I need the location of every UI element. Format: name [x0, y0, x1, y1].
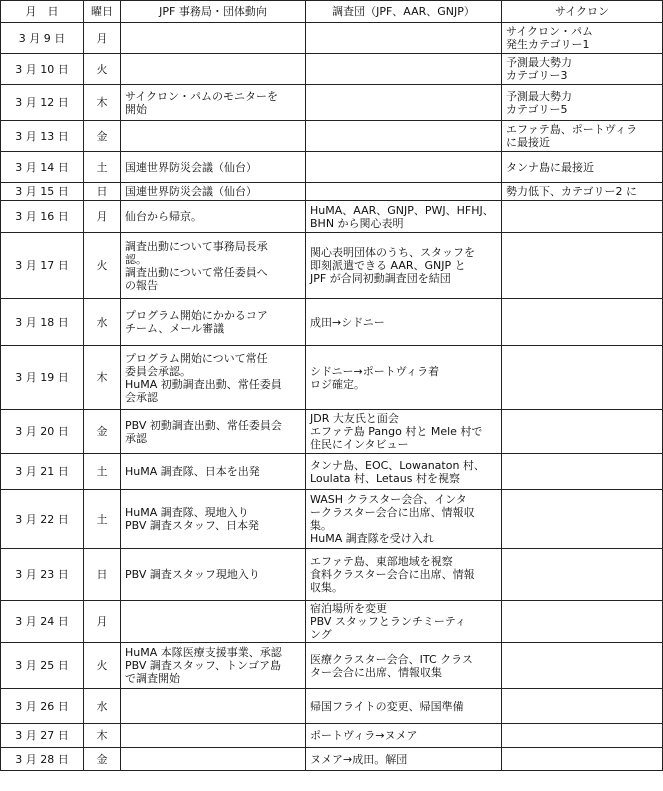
survey-team-cell-line: 収集。 [310, 581, 343, 594]
survey-team-cell-line: タンナ島、EOC、Lowanaton 村、 [310, 458, 485, 472]
jpf-cell [121, 490, 306, 549]
table-row [1, 346, 663, 410]
date-cell: 3 月 15 日 [1, 183, 84, 201]
table-row [1, 233, 663, 299]
table-row [1, 410, 663, 454]
cyclone-cell [502, 183, 663, 201]
survey-team-cell [306, 601, 502, 643]
date-cell: 3 月 22 日 [1, 490, 84, 549]
day-of-week-cell: 水 [84, 689, 121, 724]
cyclone-cell [502, 299, 663, 346]
date-cell: 3 月 19 日 [1, 346, 84, 410]
cyclone-cell [502, 85, 663, 121]
survey-team-cell-line: ポートヴィラ→ヌメア [310, 729, 418, 742]
date-cell: 3 月 18 日 [1, 299, 84, 346]
date-cell: 3 月 25 日 [1, 643, 84, 689]
table-row [1, 23, 663, 54]
jpf-cell-line: チーム、メール審議 [125, 322, 225, 335]
header-date: 月 日 [1, 1, 84, 23]
jpf-cell-line: 調査出動について常任委員へ [125, 265, 268, 279]
date-cell: 3 月 13 日 [1, 121, 84, 152]
day-of-week-cell: 火 [84, 54, 121, 85]
header-survey-team: 調査団（JPF、AAR、GNJP） [306, 1, 502, 23]
survey-team-cell-line: PBV スタッフとランチミーティ [310, 615, 466, 628]
jpf-cell [121, 299, 306, 346]
survey-team-cell-line: HuMA 調査隊を受け入れ [310, 532, 434, 545]
survey-team-cell [306, 549, 502, 601]
table-row [1, 549, 663, 601]
date-cell: 3 月 23 日 [1, 549, 84, 601]
jpf-cell-line: HuMA 調査隊、現地入り [125, 506, 249, 519]
cyclone-cell [502, 121, 663, 152]
table-row [1, 299, 663, 346]
date-cell: 3 月 12 日 [1, 85, 84, 121]
table-row [1, 454, 663, 490]
table-row [1, 490, 663, 549]
survey-team-cell-line: 帰国フライトの変更、帰国準備 [310, 699, 464, 713]
date-cell: 3 月 21 日 [1, 454, 84, 490]
cyclone-cell-line: 予測最大勢力 [506, 56, 572, 69]
table-row [1, 183, 663, 201]
jpf-cell-line: HuMA 本隊医療支援事業、承認 [125, 646, 282, 659]
jpf-cell-line: 調査出動について事務局長承 [125, 239, 268, 253]
jpf-cell [121, 152, 306, 183]
jpf-cell [121, 454, 306, 490]
jpf-cell-line: プログラム開始にかかるコア [125, 309, 268, 322]
survey-team-cell-line: シドニー→ポートヴィラ着 [310, 364, 440, 378]
survey-team-cell [306, 454, 502, 490]
day-of-week-cell: 金 [84, 748, 121, 771]
survey-team-cell [306, 183, 502, 201]
jpf-cell-line: 国連世界防災会議（仙台） [125, 185, 257, 198]
survey-team-cell-line: 成田→シドニー [310, 315, 385, 329]
day-of-week-cell: 木 [84, 85, 121, 121]
table-row [1, 601, 663, 643]
survey-team-cell [306, 643, 502, 689]
day-of-week-cell: 火 [84, 643, 121, 689]
cyclone-cell [502, 410, 663, 454]
table-row [1, 54, 663, 85]
cyclone-cell [502, 549, 663, 601]
survey-team-cell-line: Loulata 村、Letaus 村を視察 [310, 471, 460, 485]
day-of-week-cell: 月 [84, 201, 121, 233]
cyclone-cell-line: に最接近 [506, 136, 550, 149]
jpf-cell [121, 689, 306, 724]
header-row [1, 1, 663, 23]
survey-team-cell-line: WASH クラスター会合、インタ [310, 493, 467, 506]
survey-team-cell [306, 23, 502, 54]
jpf-cell-line: の報告 [125, 278, 158, 292]
header-day-of-week: 曜日 [84, 1, 121, 23]
survey-team-cell [306, 410, 502, 454]
cyclone-cell [502, 23, 663, 54]
day-of-week-cell: 金 [84, 121, 121, 152]
jpf-cell-line: サイクロン・パムのモニターを [125, 89, 279, 103]
jpf-cell [121, 183, 306, 201]
table-row [1, 724, 663, 748]
table-row [1, 121, 663, 152]
jpf-cell [121, 54, 306, 85]
survey-team-cell [306, 85, 502, 121]
day-of-week-cell: 日 [84, 549, 121, 601]
cyclone-cell [502, 601, 663, 643]
cyclone-cell [502, 689, 663, 724]
date-cell: 3 月 10 日 [1, 54, 84, 85]
jpf-cell [121, 346, 306, 410]
survey-team-cell [306, 233, 502, 299]
cyclone-cell [502, 346, 663, 410]
jpf-cell [121, 601, 306, 643]
jpf-cell-line: 認。 [125, 252, 147, 266]
survey-team-cell [306, 121, 502, 152]
survey-team-cell-line: ター会合に出席、情報収集 [310, 665, 442, 679]
day-of-week-cell: 月 [84, 23, 121, 54]
table-row [1, 748, 663, 771]
jpf-cell-line: PBV 初動調査出動、常任委員会 [125, 418, 282, 432]
survey-team-cell-line: 医療クラスター会合、ITC クラス [310, 652, 473, 666]
cyclone-cell [502, 201, 663, 233]
survey-team-cell [306, 54, 502, 85]
table-row [1, 689, 663, 724]
jpf-cell-line: プログラム開始について常任 [125, 351, 268, 365]
survey-team-cell-line: ング [310, 628, 332, 641]
date-cell: 3 月 28 日 [1, 748, 84, 771]
jpf-cell-line: HuMA 調査隊、日本を出発 [125, 465, 260, 478]
jpf-cell [121, 201, 306, 233]
jpf-cell [121, 549, 306, 601]
jpf-cell-line: 会承認 [125, 390, 158, 404]
jpf-cell-line: 委員会承認。 [125, 364, 191, 378]
date-cell: 3 月 17 日 [1, 233, 84, 299]
jpf-cell [121, 233, 306, 299]
day-of-week-cell: 土 [84, 490, 121, 549]
header-cyclone: サイクロン [502, 1, 663, 23]
jpf-cell [121, 85, 306, 121]
jpf-cell [121, 410, 306, 454]
survey-team-cell-line: 集。 [310, 519, 332, 532]
day-of-week-cell: 木 [84, 724, 121, 748]
date-cell: 3 月 24 日 [1, 601, 84, 643]
date-cell: 3 月 27 日 [1, 724, 84, 748]
day-of-week-cell: 水 [84, 299, 121, 346]
jpf-cell-line: PBV 調査スタッフ、トンゴア島 [125, 659, 281, 672]
survey-team-cell-line: 食料クラスター会合に出席、情報 [310, 568, 475, 581]
survey-team-cell [306, 346, 502, 410]
survey-team-cell-line: ークラスター会合に出席、情報収 [310, 506, 475, 519]
jpf-cell [121, 121, 306, 152]
cyclone-cell [502, 490, 663, 549]
date-cell: 3 月 26 日 [1, 689, 84, 724]
date-cell: 3 月 14 日 [1, 152, 84, 183]
survey-team-cell-line: JPF が合同初動調査団を結団 [310, 272, 451, 285]
jpf-cell-line: 国連世界防災会議（仙台） [125, 160, 257, 174]
cyclone-cell-line: 勢力低下、カテゴリー2 に [506, 185, 638, 198]
survey-team-cell-line: 即刻派遣できる AAR、GNJP と [310, 259, 466, 272]
survey-team-cell-line: JDR 大友氏と面会 [310, 412, 399, 425]
jpf-cell-line: PBV 調査スタッフ現地入り [125, 568, 260, 581]
table-body [1, 23, 663, 771]
cyclone-cell-line: 発生カテゴリー1 [506, 38, 590, 51]
cyclone-cell [502, 748, 663, 771]
cyclone-cell-line: 予測最大勢力 [506, 89, 572, 103]
survey-team-cell-line: ロジ確定。 [310, 377, 365, 391]
date-cell: 3 月 9 日 [1, 23, 84, 54]
survey-team-cell [306, 490, 502, 549]
cyclone-cell-line: カテゴリー3 [506, 69, 568, 82]
survey-team-cell-line: 宿泊場所を変更 [310, 602, 387, 615]
day-of-week-cell: 火 [84, 233, 121, 299]
cyclone-cell [502, 643, 663, 689]
jpf-cell-line: 承認 [125, 431, 147, 445]
jpf-cell [121, 643, 306, 689]
day-of-week-cell: 金 [84, 410, 121, 454]
day-of-week-cell: 月 [84, 601, 121, 643]
jpf-cell-line: PBV 調査スタッフ、日本発 [125, 519, 259, 532]
cyclone-cell [502, 724, 663, 748]
survey-team-cell [306, 689, 502, 724]
day-of-week-cell: 日 [84, 183, 121, 201]
survey-team-cell-line: 関心表明団体のうち、スタッフを [310, 246, 475, 259]
cyclone-cell [502, 454, 663, 490]
date-cell: 3 月 16 日 [1, 201, 84, 233]
jpf-cell [121, 23, 306, 54]
cyclone-cell [502, 233, 663, 299]
cyclone-cell-line: サイクロン・パム [506, 25, 594, 38]
survey-team-cell-line: エファテ島 Pango 村と Mele 村で [310, 425, 483, 438]
table-row [1, 85, 663, 121]
cyclone-cell [502, 54, 663, 85]
table-row [1, 643, 663, 689]
survey-team-cell-line: HuMA、AAR、GNJP、PWJ、HFHJ、 [310, 203, 494, 217]
survey-team-cell-line: BHN から関心表明 [310, 216, 404, 230]
table-row [1, 152, 663, 183]
survey-team-cell-line: 住民にインタビュー [310, 438, 409, 451]
jpf-cell-line: HuMA 初動調査出動、常任委員 [125, 377, 282, 391]
survey-team-cell [306, 724, 502, 748]
cyclone-cell-line: タンナ島に最接近 [506, 160, 594, 174]
jpf-cell [121, 748, 306, 771]
header-jpf: JPF 事務局・団体動向 [121, 1, 306, 23]
cyclone-cell [502, 152, 663, 183]
survey-team-cell-line: エファテ島、東部地域を視察 [310, 555, 453, 568]
survey-team-cell [306, 299, 502, 346]
survey-team-cell [306, 201, 502, 233]
jpf-cell [121, 724, 306, 748]
day-of-week-cell: 土 [84, 152, 121, 183]
jpf-cell-line: で調査開始 [125, 672, 180, 685]
jpf-cell-line: 開始 [125, 102, 147, 116]
table-row [1, 201, 663, 233]
day-of-week-cell: 木 [84, 346, 121, 410]
survey-team-cell [306, 152, 502, 183]
date-cell: 3 月 20 日 [1, 410, 84, 454]
survey-team-cell [306, 748, 502, 771]
cyclone-cell-line: エファテ島、ポートヴィラ [506, 123, 638, 136]
cyclone-cell-line: カテゴリー5 [506, 102, 568, 116]
day-of-week-cell: 土 [84, 454, 121, 490]
jpf-cell-line: 仙台から帰京。 [125, 210, 202, 223]
survey-team-cell-line: ヌメア→成田。解団 [310, 752, 408, 766]
